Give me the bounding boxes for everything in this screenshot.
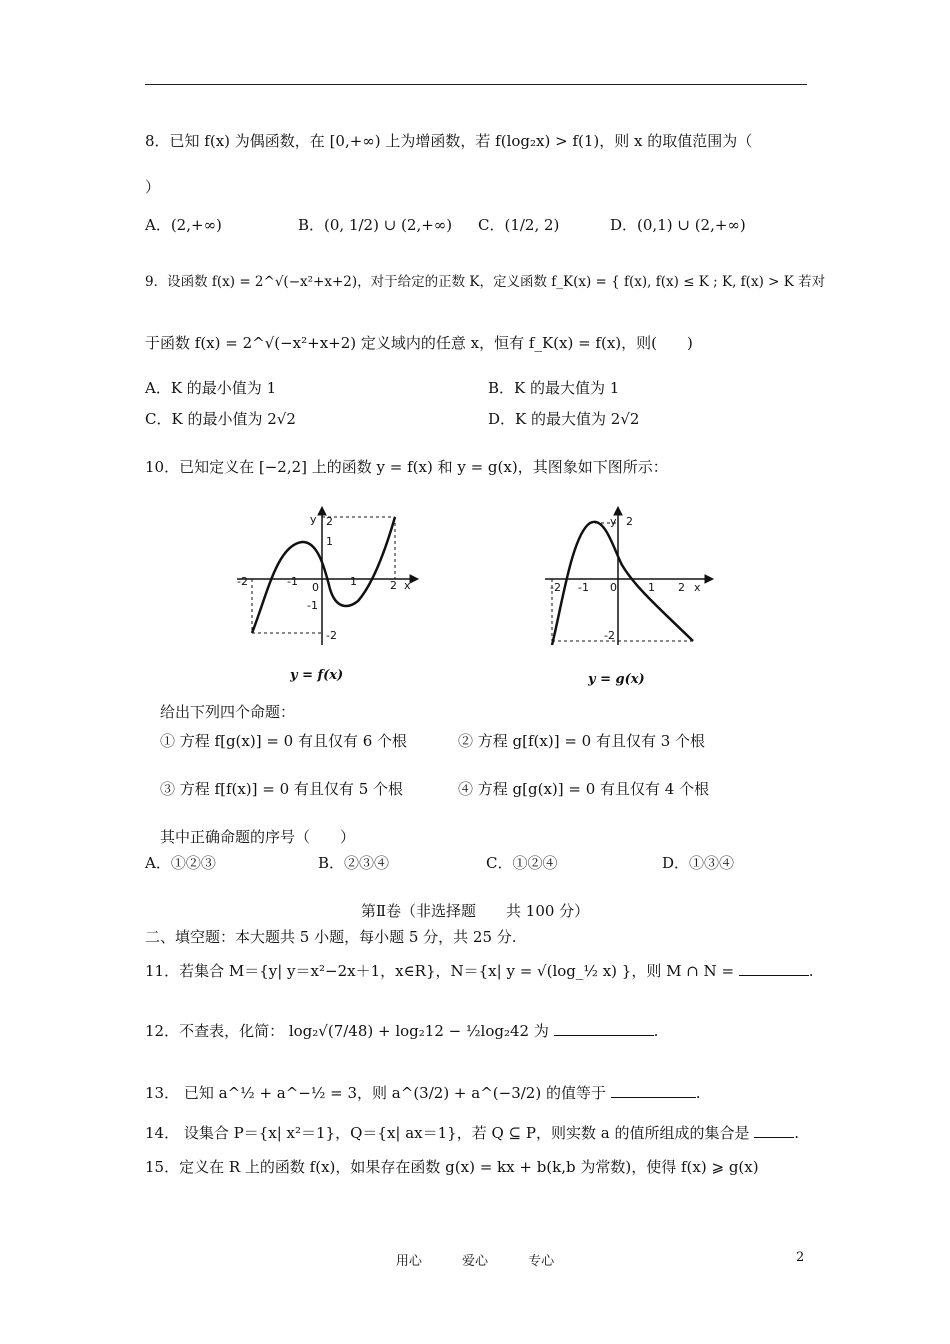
q9-option-b: B．K 的最大值为 1 xyxy=(488,379,620,397)
q8-option-d: D．(0,1) ∪ (2,+∞) xyxy=(610,216,746,234)
graph-g-x-arrow xyxy=(705,575,713,583)
graph-g-y-arrow xyxy=(614,507,622,515)
q13-text: 13． 已知 a^½ + a^−½ = 3，则 a^(3/2) + a^(−3/2) 的值等于 xyxy=(145,1084,606,1102)
q13-answer-blank xyxy=(611,1083,696,1098)
q10-option-d: D．①③④ xyxy=(662,854,735,872)
q8-option-b: B．(0, 1/2) ∪ (2,+∞) xyxy=(298,216,453,234)
q10-proposition-3: ③ 方程 f[f(x)] = 0 有且仅有 5 个根 xyxy=(160,780,404,798)
graph-f-label-neg2-low: -2 xyxy=(326,629,337,642)
page-number: 2 xyxy=(796,1250,805,1265)
q15: 15．定义在 R 上的函数 f(x)，如果存在函数 g(x) = kx + b(k,b 为常数)，使得 f(x) ⩾ g(x) xyxy=(145,1158,759,1176)
section-2-title: 第Ⅱ卷（非选择题 共 100 分） xyxy=(360,902,590,920)
graph-g-label-x: x xyxy=(694,581,701,594)
graph-f-label-neg1: -1 xyxy=(287,575,298,588)
graph-f-label-x: x xyxy=(404,579,411,592)
q9-option-c: C．K 的最小值为 2√2 xyxy=(145,410,296,428)
graph-f-label-2: 2 xyxy=(390,579,397,592)
q8-option-a: A．(2,+∞) xyxy=(145,216,222,234)
q14-answer-blank xyxy=(754,1123,794,1138)
q14-text: 14． 设集合 P＝{x| x²＝1}，Q＝{x| ax＝1}，若 Q ⊆ P，则实数 a 的值所组成的集合是 xyxy=(145,1124,750,1142)
section-2-intro: 二、填空题：本大题共 5 小题，每小题 5 分，共 25 分. xyxy=(145,928,517,946)
graph-g-caption: y = g(x) xyxy=(588,672,645,687)
q10-proposition-1: ① 方程 f[g(x)] = 0 有且仅有 6 个根 xyxy=(160,732,408,750)
q10-ask: 其中正确命题的序号（ ） xyxy=(160,828,356,846)
graph-f-label-2top: 2 xyxy=(326,515,333,528)
graph-g-label-neg2-low: -2 xyxy=(604,629,615,642)
graph-f-label-neg1-low: -1 xyxy=(307,599,318,612)
graph-g-label-2top: 2 xyxy=(626,515,633,528)
q9-option-d: D．K 的最大值为 2√2 xyxy=(488,410,640,428)
q11-answer-blank xyxy=(739,961,809,976)
q11-text: 11．若集合 M＝{y| y＝x²−2x＋1，x∈R}，N＝{x| y = √(log_½ x) }，则 M ∩ N = xyxy=(145,962,735,980)
graph-f-label-1top: 1 xyxy=(326,535,333,548)
q10-option-a: A．①②③ xyxy=(145,854,216,872)
graph-g-curve xyxy=(552,522,693,645)
header-rule xyxy=(145,84,807,85)
q10-intro: 给出下列四个命题： xyxy=(160,703,296,721)
q9-option-a: A．K 的最小值为 1 xyxy=(145,379,277,397)
graph-f-label-1: 1 xyxy=(350,575,357,588)
graph-g-label-y: y xyxy=(610,515,617,528)
graph-g-label-0: 0 xyxy=(610,581,617,594)
graph-f-label-0: 0 xyxy=(312,581,319,594)
q10-proposition-2: ② 方程 g[f(x)] = 0 有且仅有 3 个根 xyxy=(458,732,706,750)
q10-line1: 10．已知定义在 [−2,2] 上的函数 y = f(x) 和 y = g(x)，其图象如下图所示： xyxy=(145,458,668,476)
footer-text-1: 用心 xyxy=(395,1254,422,1269)
q13: 13． 已知 a^½ + a^−½ = 3，则 a^(3/2) + a^(−3/2) 的值等于 . xyxy=(145,1084,701,1102)
graph-f-label-neg2: -2 xyxy=(237,575,248,588)
q9-line1: 9．设函数 f(x) = 2^√(−x²+x+2)，对于给定的正数 K，定义函数 f_K(x) = { f(x), f(x) ≤ K ; K, f(x) > K 若对 xyxy=(145,274,826,290)
graph-g-label-neg1: -1 xyxy=(578,581,589,594)
q8-line2: ） xyxy=(145,178,161,196)
q11: 11．若集合 M＝{y| y＝x²−2x＋1，x∈R}，N＝{x| y = √(log_½ x) }，则 M ∩ N = . xyxy=(145,962,814,980)
q12-answer-blank xyxy=(554,1021,654,1036)
q10-option-c: C．①②④ xyxy=(486,854,558,872)
q10-option-b: B．②③④ xyxy=(318,854,390,872)
footer-text-2: 爱心 xyxy=(461,1254,488,1269)
q10-proposition-4: ④ 方程 g[g(x)] = 0 有且仅有 4 个根 xyxy=(458,780,710,798)
graph-f-label-y: y xyxy=(310,513,317,526)
graph-f-x-arrow xyxy=(410,575,418,583)
q12: 12．不查表，化简： log₂√(7/48) + log₂12 − ½log₂42 为 . xyxy=(145,1022,659,1040)
graph-f-caption: y = f(x) xyxy=(290,668,344,683)
q9-line2: 于函数 f(x) = 2^√(−x²+x+2) 定义域内的任意 x，恒有 f_K(x) = f(x)，则( ) xyxy=(145,334,693,352)
graph-g-label-neg2: -2 xyxy=(550,581,561,594)
q14: 14． 设集合 P＝{x| x²＝1}，Q＝{x| ax＝1}，若 Q ⊆ P，则实数 a 的值所组成的集合是 . xyxy=(145,1124,800,1142)
q12-text: 12．不查表，化简： log₂√(7/48) + log₂12 − ½log₂42 为 xyxy=(145,1022,549,1040)
footer-text-3: 专心 xyxy=(528,1254,555,1269)
page-footer xyxy=(0,1250,950,1269)
graph-g-label-2: 2 xyxy=(678,581,685,594)
graph-g xyxy=(540,505,720,655)
graph-f-y-arrow xyxy=(318,507,326,515)
q8-line1: 8．已知 f(x) 为偶函数，在 [0,+∞) 上为增函数，若 f(log₂x) > f(1)，则 x 的取值范围为（ xyxy=(145,132,753,150)
graph-g-label-1: 1 xyxy=(648,581,655,594)
graph-f-curve xyxy=(252,517,395,633)
graph-f xyxy=(232,505,427,655)
q8-option-c: C．(1/2, 2) xyxy=(478,216,560,234)
